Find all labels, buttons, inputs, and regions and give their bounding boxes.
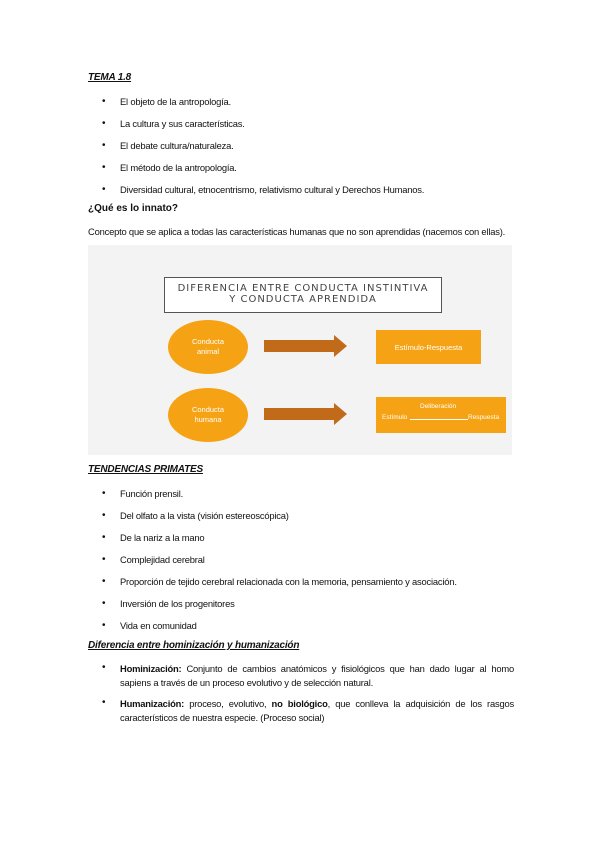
bullet-icon: • <box>102 118 106 129</box>
human-label-line2: humana <box>194 415 222 424</box>
animal-arrow-body <box>264 340 334 352</box>
humanizacion-text2: , que conlleva la adquisición de los rasgos característicos de nuestra especie. (Proceso social) <box>120 698 515 723</box>
animal-conduct-circle <box>168 320 248 374</box>
tema-title: TEMA 1.8 <box>88 72 132 83</box>
innato-question: ¿Qué es lo innato? <box>88 203 179 214</box>
bullet-icon: • <box>102 662 106 673</box>
human-arrow-head-icon <box>334 403 347 425</box>
animal-result-box <box>376 330 481 364</box>
humanizacion-text1: proceso, evolutivo, <box>184 698 272 709</box>
hominizacion-definition <box>120 662 514 690</box>
human-arrow-body <box>264 408 334 420</box>
bullet-icon: • <box>102 697 106 708</box>
human-result-left: Estímulo <box>382 414 408 421</box>
bullet-icon: • <box>102 488 106 499</box>
diagram-title-box <box>164 277 442 313</box>
bullet-icon: • <box>102 576 106 587</box>
innato-definition: Concepto que se aplica a todas las características humanas que no son aprendidas (nacemos con ellas). <box>88 226 506 237</box>
humanizacion-term: Humanización: <box>120 698 185 709</box>
bullet-icon: • <box>102 184 106 195</box>
bullet-icon: • <box>102 598 106 609</box>
bullet-icon: • <box>102 620 106 631</box>
conduct-diagram <box>88 245 512 455</box>
human-result-top: Deliberación <box>420 403 457 410</box>
animal-label-line1: Conducta <box>191 337 225 346</box>
hominizacion-text: Conjunto de cambios anatómicos y fisiológicos que han dado lugar al homo sapiens a través de un proceso evolutivo y de selección natural. <box>120 663 514 688</box>
primates-title: TENDENCIAS PRIMATES <box>88 464 203 475</box>
human-label-line1: Conducta <box>191 405 225 414</box>
humanizacion-definition <box>120 697 514 725</box>
bullet-icon: • <box>102 532 106 543</box>
human-conduct-circle <box>168 388 248 442</box>
animal-label-line2: animal <box>196 347 220 356</box>
bullet-icon: • <box>102 510 106 521</box>
document-page: TEMA 1.8 • El objeto de la antropología. • La cultura y sus características. • El debate cultura/naturaleza. • El método de la antropología. • Diversidad cultural, etnocentrismo, relativismo cultural y Derechos Humanos. ¿Qué es lo innato? Concepto que se aplica a todas las características humanas que no son aprendidas (nacemos con ellas). DIFERENCIA ENTRE CONDUCTA INSTINTIVA Y CONDUCTA APRENDIDA Conducta animal Estímulo-Respuesta Conducta humana Deliberación Estímulo Respuesta TENDENCIAS PRIMATES • Función prensil. • Del olfato a la vista (visión estereoscópica) • De la nariz a la mano • Complejidad cerebral • Proporción de tejido cerebral relacionada con la memoria, pensamiento y asociación. • Inversión de los progenitores • Vida en comunidad Diferencia entre hominización y humanización • Hominización: Conjunto de cambios anatómicos y fisiológicos que han dado lugar al homo sapiens a través de un proceso evolutivo y de selección natural. • Humanización: proceso, evolutivo, no biológico, que conlleva la adquisición de los rasgos característicos de nuestra especie. (Proceso social) <box>88 72 515 723</box>
bullet-icon: • <box>102 140 106 151</box>
diferencia-title: Diferencia entre hominización y humanización <box>88 640 300 651</box>
human-result-box <box>376 397 506 433</box>
human-result-line <box>410 419 468 420</box>
animal-result-label: Estímulo-Respuesta <box>394 342 463 352</box>
human-result-right: Respuesta <box>468 414 500 421</box>
animal-arrow-head-icon <box>334 335 347 357</box>
bullet-icon: • <box>102 162 106 173</box>
diagram-title-line2: Y CONDUCTA APRENDIDA <box>229 294 377 305</box>
hominizacion-term: Hominización: <box>120 663 182 674</box>
diagram-title-line1: DIFERENCIA ENTRE CONDUCTA INSTINTIVA <box>177 283 429 294</box>
bullet-icon: • <box>102 554 106 565</box>
bullet-icon: • <box>102 96 106 107</box>
humanizacion-bold: no biológico <box>271 698 328 709</box>
